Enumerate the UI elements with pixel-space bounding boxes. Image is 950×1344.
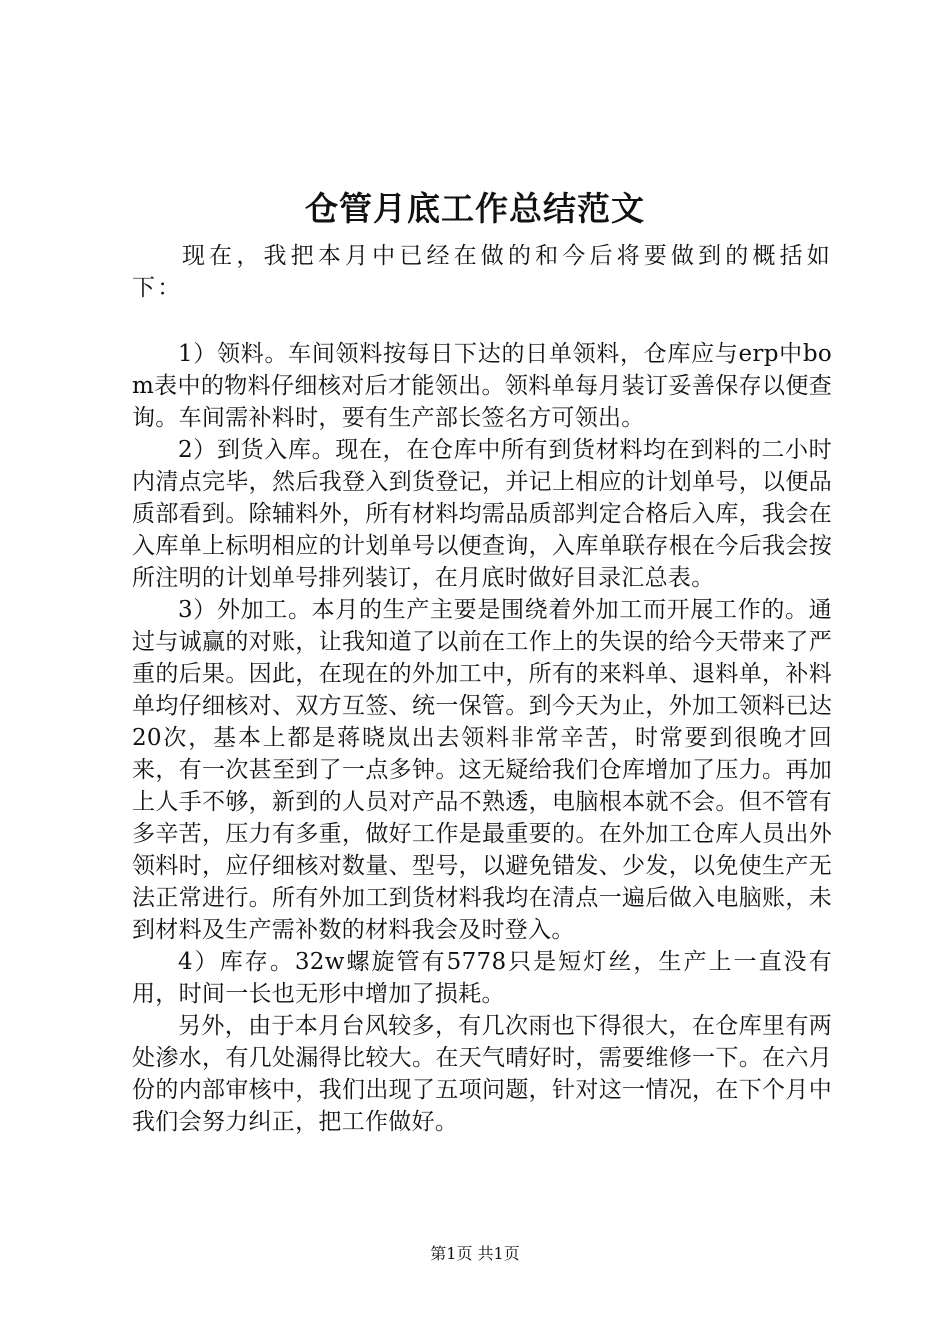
paragraph-goods-receipt: 2）到货入库。现在，在仓库中所有到货材料均在到料的二小时内清点完毕，然后我登入到货登记，并记上相应的计划单号，以便品质部看到。除辅料外，所有材料均需品质部判定合格后入库，我会在入库单上标明相应的计划单号以便查询，入库单联存根在今后我会按所注明的计划单号排列装订，在月底时做好目录汇总表。 <box>132 437 832 591</box>
document-body <box>132 240 832 1138</box>
page-number-footer: 第1页 共1页 <box>430 1244 520 1263</box>
document-title: 仓管月底工作总结范文 <box>305 189 645 228</box>
paragraph-outsourcing: 3）外加工。本月的生产主要是围绕着外加工而开展工作的。通过与诚赢的对账，让我知道了以前在工作上的失误的给今天带来了严重的后果。因此，在现在的外加工中，所有的来料单、退料单，补料单均仔细核对、双方互签、统一保管。到今天为止，外加工领料已达20次，基本上都是蒋晓岚出去领料非常辛苦，时常要到很晚才回来，有一次甚至到了一点多钟。这无疑给我们仓库增加了压力。再加上人手不够，新到的人员对产品不熟透，电脑根本就不会。但不管有多辛苦，压力有多重，做好工作是最重要的。在外加工仓库人员出外领料时，应仔细核对数量、型号，以避免错发、少发，以免使生产无法正常进行。所有外加工到货材料我均在清点一遍后做入电脑账，未到材料及生产需补数的材料我会及时登入。 <box>132 597 832 943</box>
intro-paragraph: 现在，我把本月中已经在做的和今后将要做到的概括如下： <box>132 243 832 301</box>
paragraph-inventory: 4）库存。32w螺旋管有5778只是短灯丝，生产上一直没有用，时间一长也无形中增加了损耗。 <box>132 949 832 1007</box>
paragraph-material-requisition: 1）领料。车间领料按每日下达的日单领料，仓库应与erp中bom表中的物料仔细核对后才能领出。领料单每月装订妥善保存以便查询。车间需补料时，要有生产部长签名方可领出。 <box>132 341 832 431</box>
paragraph-other: 另外，由于本月台风较多，有几次雨也下得很大，在仓库里有两处渗水，有几处漏得比较大。在天气晴好时，需要维修一下。在六月份的内部审核中，我们出现了五项问题，针对这一情况，在下个月中我们会努力纠正，把工作做好。 <box>132 1013 832 1135</box>
